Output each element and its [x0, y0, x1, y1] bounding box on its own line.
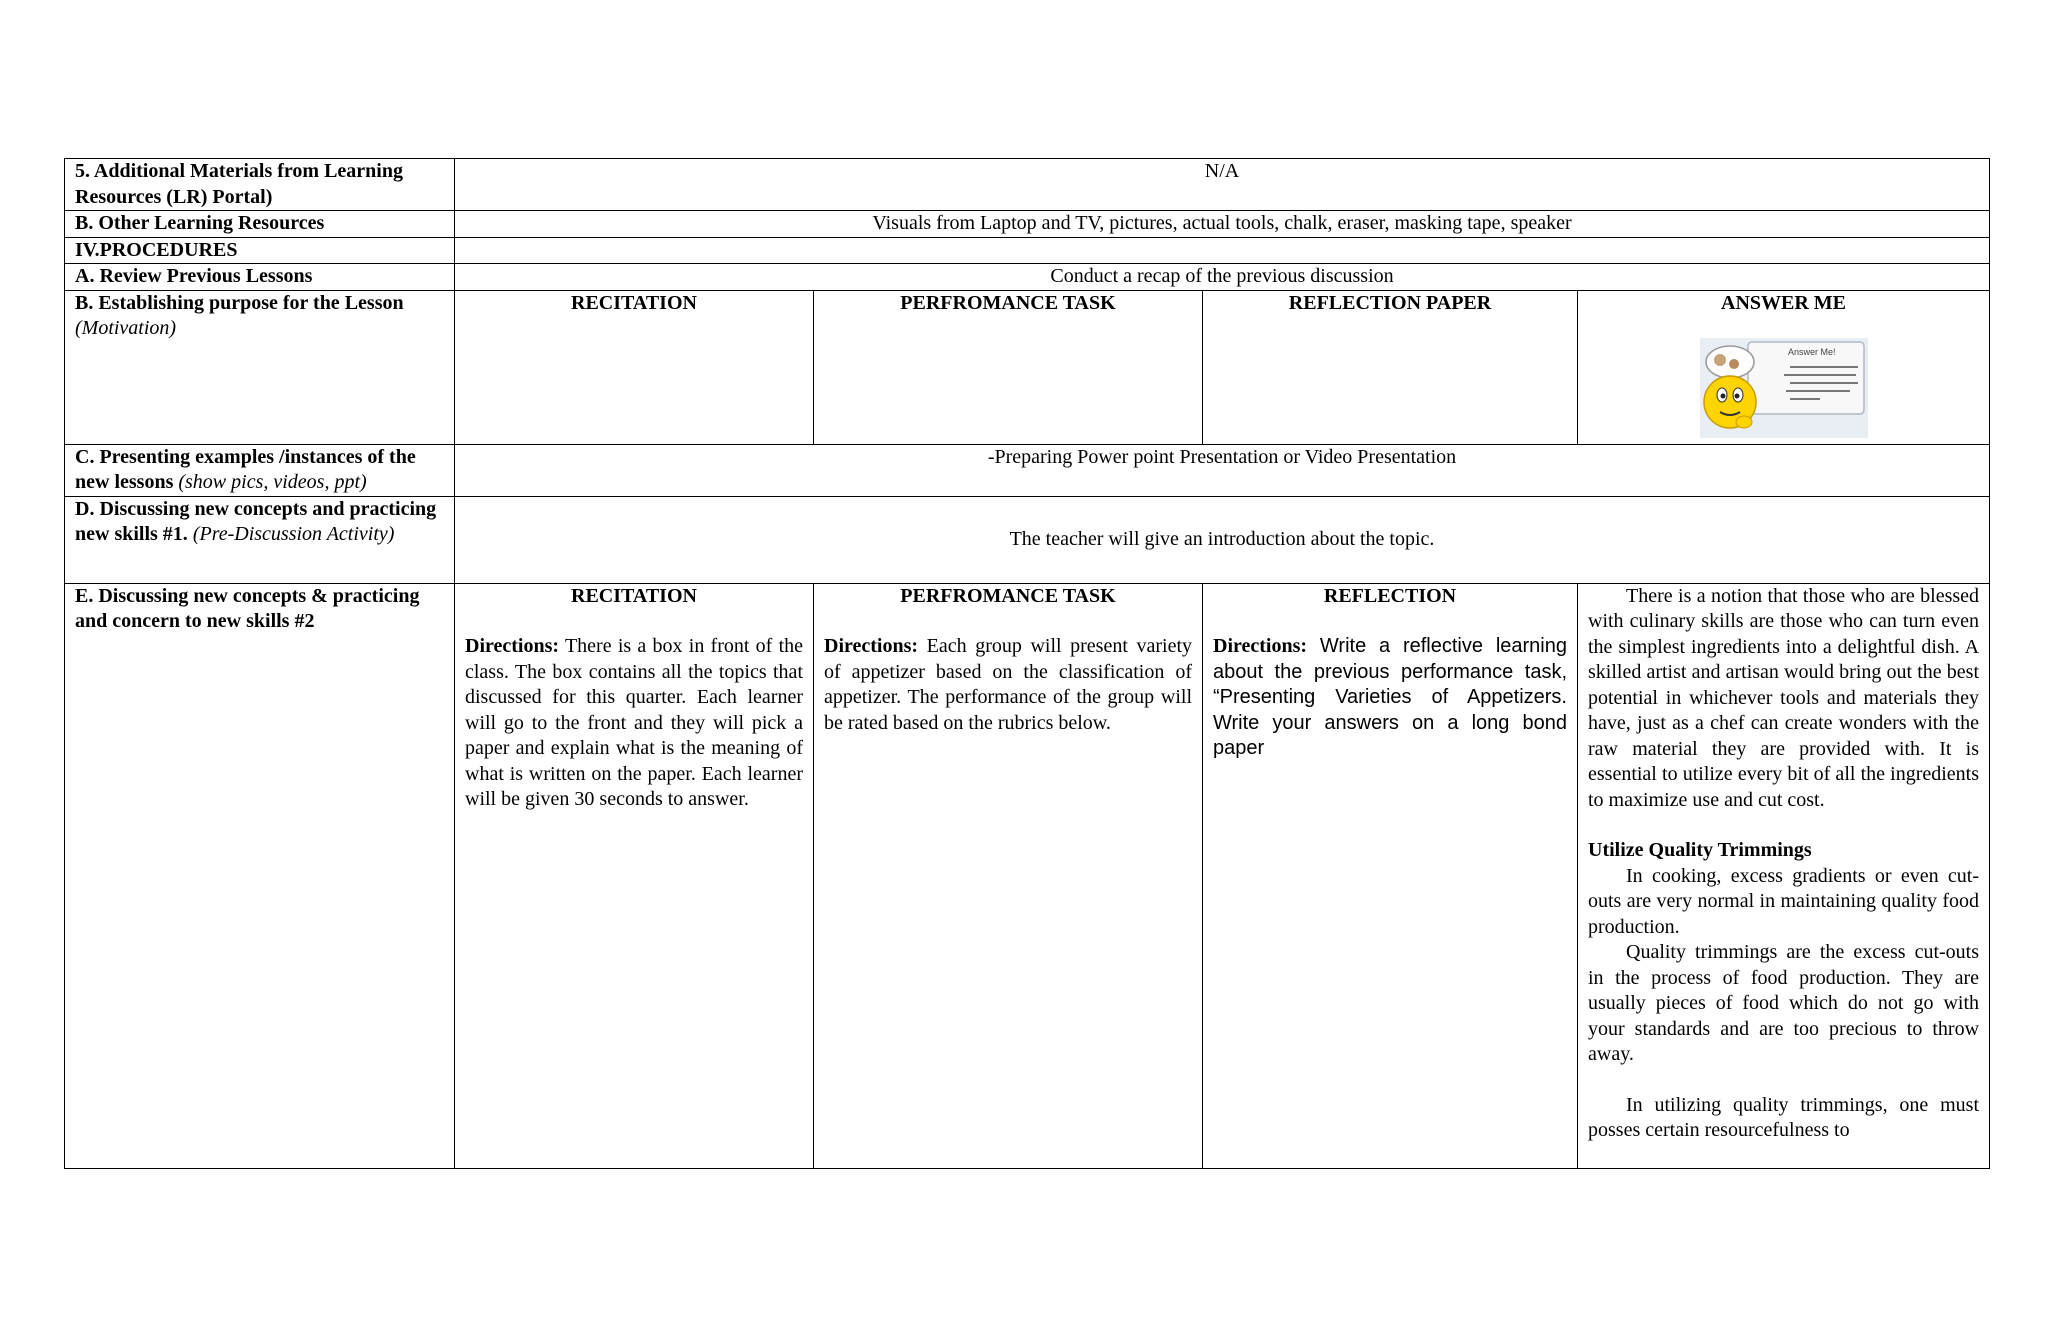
directions-label: Directions:: [465, 635, 560, 657]
answer-me-smiley-image: [1700, 338, 1868, 438]
row-label: IV.PROCEDURES: [65, 237, 455, 264]
notes-paragraph: There is a notion that those who are blessed with culinary skills are those who can turn even the simplest ingredients into a delightful dish. A skilled artist and artisan would bring out the best potential in whichever tools and materials they have, just as a chef can create wonders with the raw material they are provided with. It is essential to utilize every bit of all the ingredients to maximize use and cut cost.: [1588, 584, 1980, 811]
row-value: -Preparing Power point Presentation or Video Presentation: [455, 444, 1990, 496]
row-label-text: C. Presenting examples /instances of the new lessons: [75, 445, 416, 493]
directions-text: There is a box in front of the class. The box contains all the topics that discussed for this quarter. Each learner will go to the front and they will pick a paper and explain what is the meaning of what is written on the paper. Each learner will be given 30 seconds to answer.: [465, 635, 804, 810]
directions-text: Each group will present variety of appetizer based on the classification of appetizer. The performance of the group will be rated based on the rubrics below.: [824, 635, 1193, 734]
directions-label: Directions:: [824, 635, 919, 657]
row-label: A. Review Previous Lessons: [65, 264, 455, 291]
lesson-plan-table: [64, 158, 1990, 1169]
row-value: Visuals from Laptop and TV, pictures, actual tools, chalk, eraser, masking tape, speaker: [455, 211, 1990, 238]
row-label: E. Discussing new concepts & practicing and concern to new skills #2: [65, 583, 455, 1168]
row-presenting: [65, 444, 1990, 496]
row-discussing-1: [65, 496, 1990, 583]
row-value: N/A: [455, 159, 1990, 211]
column-heading: RECITATION: [571, 584, 697, 607]
column-heading: PERFROMANCE TASK: [900, 584, 1116, 607]
purpose-col-reflection: [1203, 290, 1578, 444]
row-label-text: D. Discussing new concepts and practicing new skills #1.: [75, 497, 437, 545]
column-heading: REFLECTION: [1323, 584, 1457, 607]
directions-text: Write a reflective learning about the previous performance task, “Presenting Varieties of Appetizers. Write your answers on a long bond paper: [1213, 635, 1567, 759]
notes-heading: Utilize Quality Trimmings: [1588, 839, 1812, 861]
row-label: B. Other Learning Resources: [65, 211, 455, 238]
row-label-italic: (Pre-Discussion Activity): [192, 523, 395, 545]
purpose-col-recitation: [455, 290, 814, 444]
performance-task-cell: [814, 583, 1203, 1168]
purpose-col-answer-me: [1578, 290, 1990, 444]
row-label-italic: (show pics, videos, ppt): [178, 471, 367, 493]
reflection-directions: [1213, 634, 1567, 762]
column-heading: ANSWER ME: [1721, 291, 1847, 314]
row-label: [65, 444, 455, 496]
performance-directions: [824, 634, 1192, 736]
row-label: 5. Additional Materials from Learning Resources (LR) Portal): [65, 159, 455, 211]
purpose-col-performance: [814, 290, 1203, 444]
row-value-empty: [455, 237, 1990, 264]
row-value: The teacher will give an introduction about the topic.: [455, 496, 1990, 583]
column-heading: REFLECTION PAPER: [1288, 291, 1492, 314]
row-label-italic: (Motivation): [75, 317, 177, 339]
notes-paragraph: Quality trimmings are the excess cut-outs in the process of food production. They are usually pieces of food which do not go with your standards and are too precious to throw away.: [1588, 941, 1980, 1065]
directions-label: Directions:: [1213, 635, 1308, 657]
row-label: [65, 496, 455, 583]
row-other-resources: [65, 211, 1990, 238]
recitation-directions: [465, 634, 803, 813]
column-heading: RECITATION: [571, 291, 697, 314]
row-review: [65, 264, 1990, 291]
row-discussing-2: [65, 583, 1990, 1168]
answer-me-caption: Answer Me!: [1787, 347, 1836, 357]
row-label-text: B. Establishing purpose for the Lesson: [75, 291, 404, 314]
recitation-cell: [455, 583, 814, 1168]
row-additional-materials: [65, 159, 1990, 211]
column-heading: PERFROMANCE TASK: [900, 291, 1116, 314]
reflection-cell: [1203, 583, 1578, 1168]
row-procedures: [65, 237, 1990, 264]
row-label: [65, 290, 455, 444]
row-value: Conduct a recap of the previous discussion: [455, 264, 1990, 291]
row-purpose: [65, 290, 1990, 444]
notes-paragraph: In cooking, excess gradients or even cut-outs are very normal in maintaining quality food production.: [1588, 864, 1980, 938]
notes-cell: [1578, 583, 1990, 1168]
notes-paragraph: In utilizing quality trimmings, one must posses certain resourcefulness to: [1588, 1093, 1980, 1141]
